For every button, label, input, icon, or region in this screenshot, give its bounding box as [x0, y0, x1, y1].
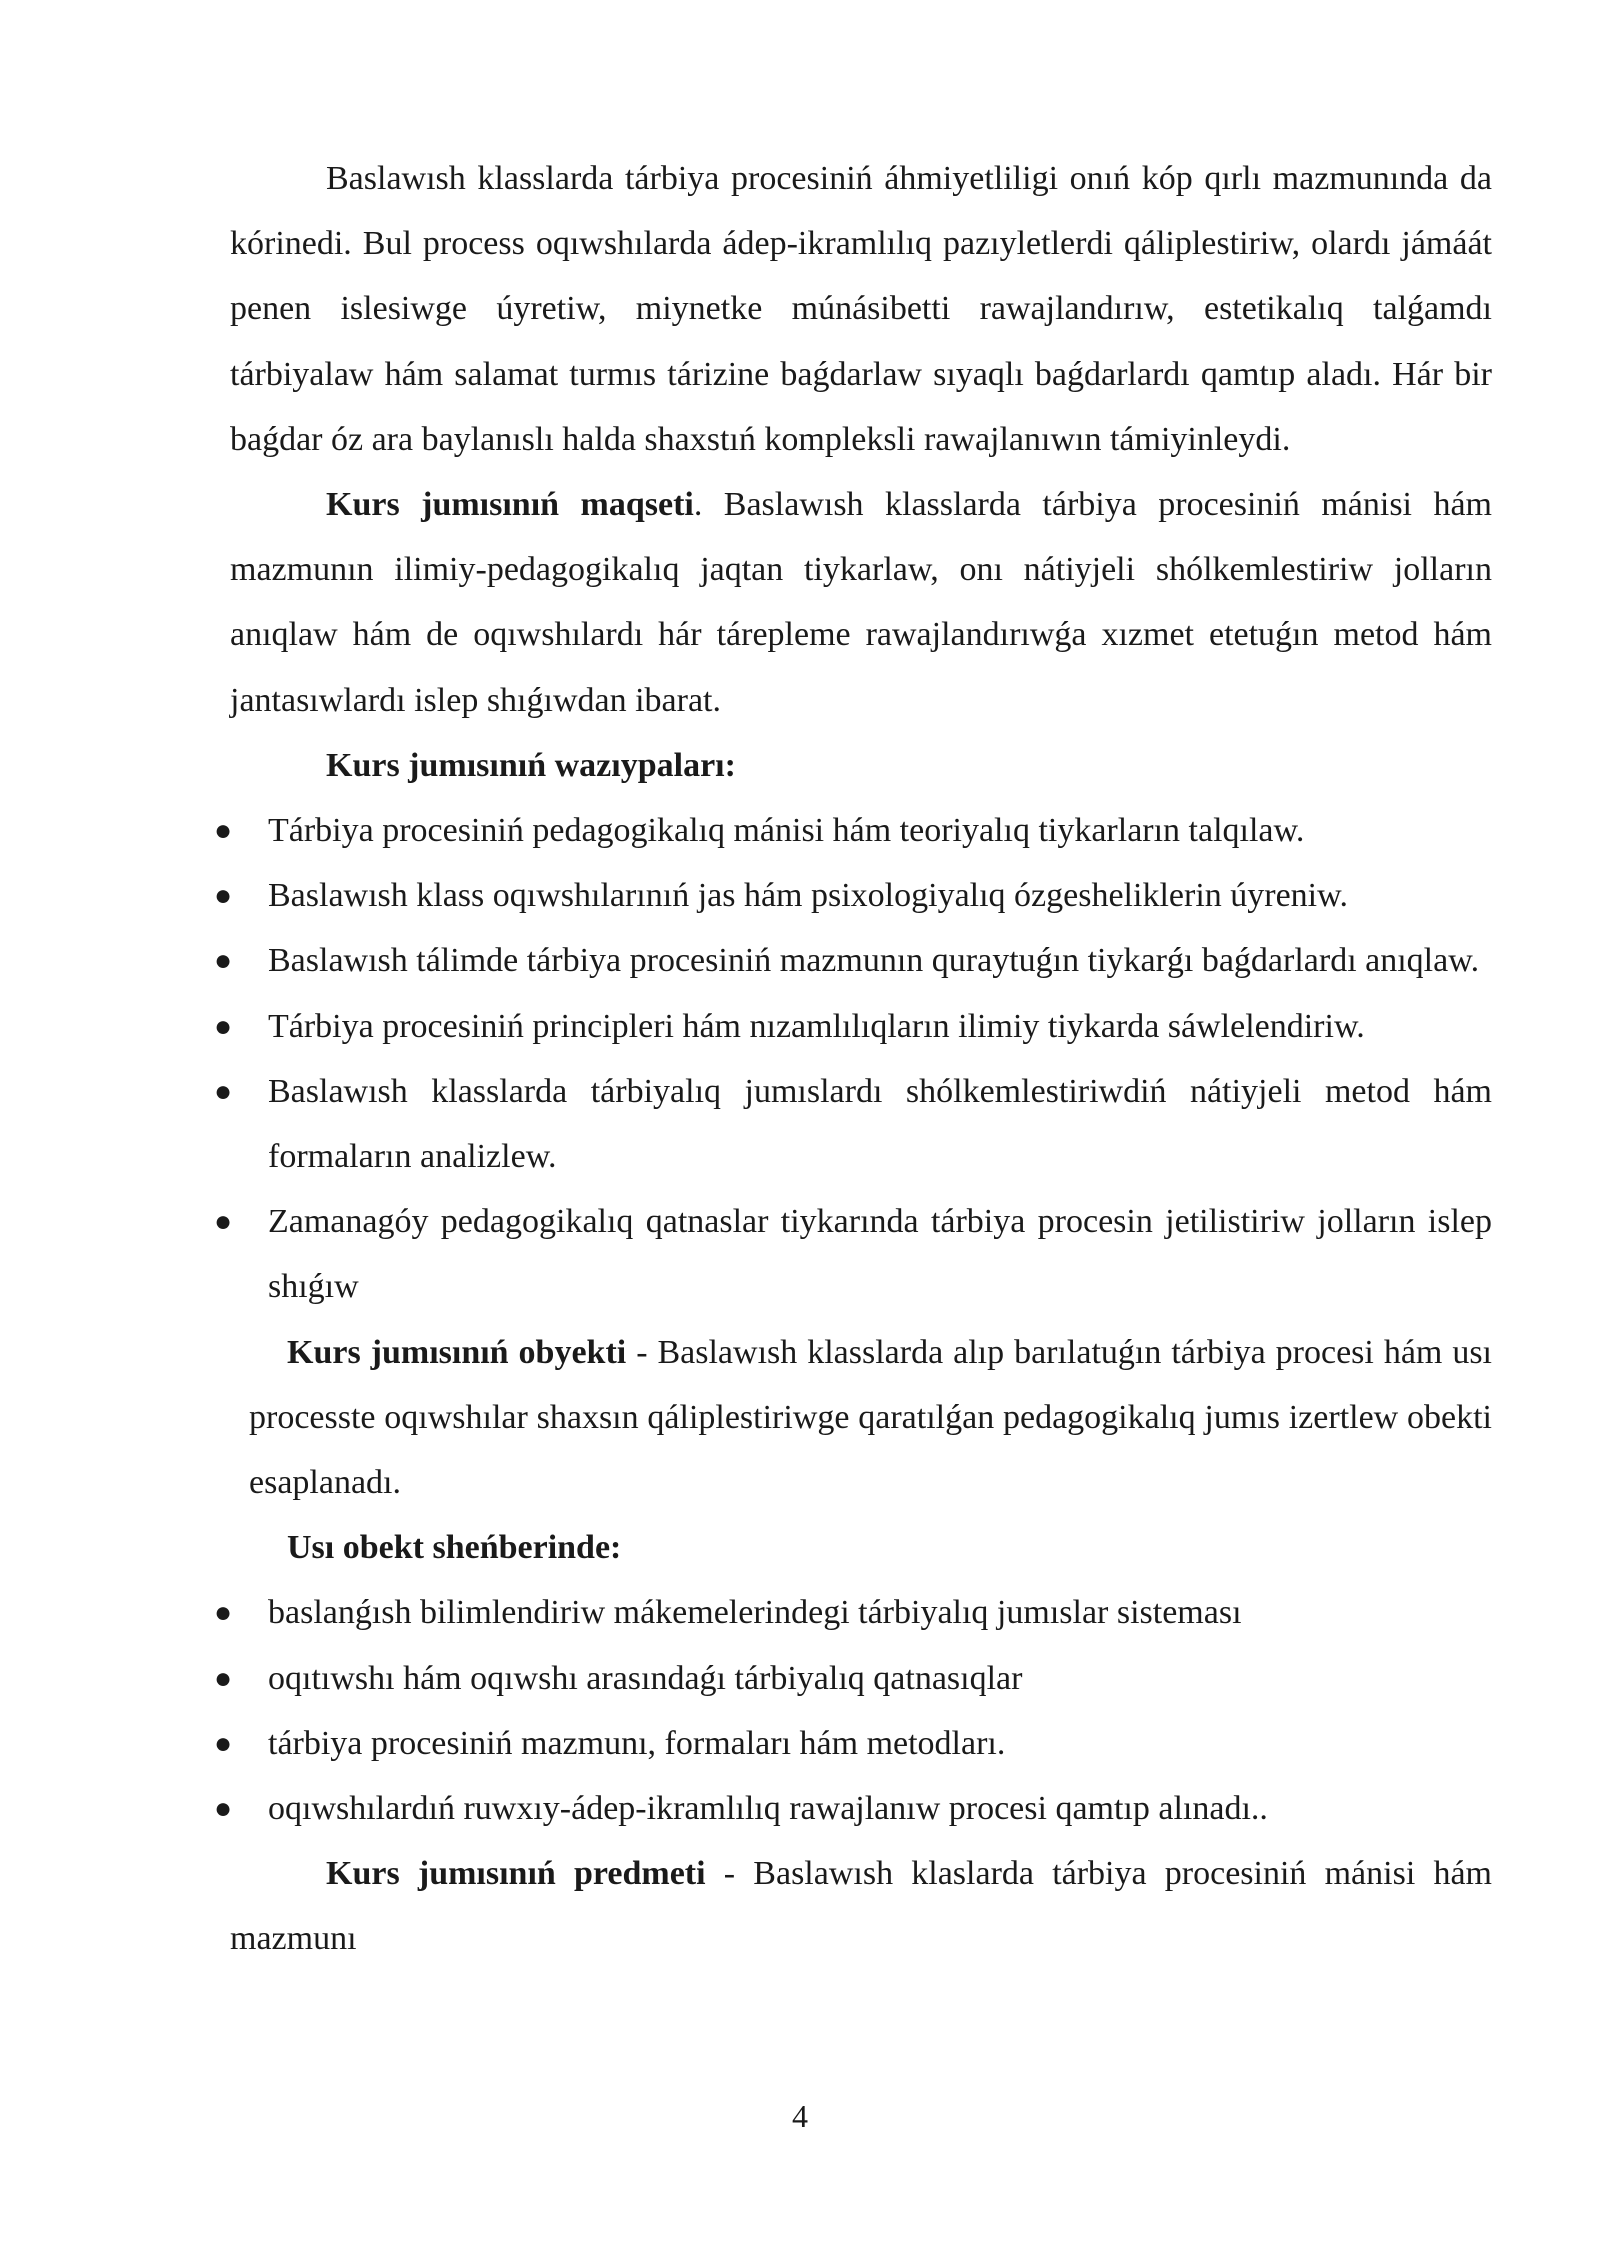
list-item: ● Baslawısh klasslarda tárbiyalıq jumıslardı shólkemlestiriwdiń nátiyjeli metod hám formaların analizlew.: [230, 1059, 1492, 1189]
tasks-list: [214, 798, 1492, 1320]
bullet-icon: ●: [214, 1205, 233, 1239]
subject-paragraph: [230, 1841, 1492, 1971]
goal-text: . Baslawısh klasslarda tárbiya procesiniń mánisi hám mazmunın ilimiy-pedagogikalıq jaqtan tiykarlaw, onı nátiyjeli shólkemlestiriw jolların anıqlaw hám de oqıwshılardı hár tárepleme rawajlandırıwǵa xızmet etetuǵın metod hám jantasıwlardı islep shıǵıwdan ibarat.: [230, 486, 1492, 719]
list-item: ● Tárbiya procesiniń principleri hám nızamlılıqların ilimiy tiykarda sáwlelendiriw.: [230, 994, 1492, 1059]
bullet-icon: ●: [214, 944, 233, 978]
list-item: ● baslanǵısh bilimlendiriw mákemelerindegi tárbiyalıq jumıslar sisteması: [230, 1580, 1492, 1645]
page-body: [214, 146, 1492, 1972]
object-paragraph: [249, 1320, 1492, 1516]
object-label: Kurs jumısınıń obyekti: [287, 1333, 627, 1371]
subject-text: - Baslawısh klaslarda tárbiya procesiniń mánisi hám mazmunı: [230, 1855, 1492, 1958]
bullet-icon: ●: [214, 1596, 233, 1630]
goal-paragraph: [230, 472, 1492, 733]
bullet-icon: ●: [214, 1792, 233, 1826]
list-item: ● oqıwshılardıń ruwxıy-ádep-ikramlılıq rawajlanıw procesi qamtıp alınadı..: [230, 1776, 1492, 1841]
list-item: ● Baslawısh klass oqıwshılarınıń jas hám psixologiyalıq ózgesheliklerin úyreniw.: [230, 863, 1492, 928]
list-item: ● Zamanagóy pedagogikalıq qatnaslar tiykarında tárbiya procesin jetilistiriw jolların islep shıǵıw: [230, 1189, 1492, 1319]
list-item: ● tárbiya procesiniń mazmunı, formaları hám metodları.: [230, 1711, 1492, 1776]
bullet-icon: ●: [214, 1009, 233, 1043]
scope-list: [214, 1580, 1492, 1841]
bullet-icon: ●: [214, 1726, 233, 1760]
bullet-icon: ●: [214, 814, 233, 848]
list-item: ● Baslawısh tálimde tárbiya procesiniń mazmunın quraytuǵın tiykarǵı baǵdarlardı anıqlaw.: [230, 928, 1492, 993]
page-number: 4: [792, 2098, 808, 2134]
bullet-icon: ●: [214, 1074, 233, 1108]
intro-paragraph: Baslawısh klasslarda tárbiya procesiniń áhmiyetliligi onıń kóp qırlı mazmunında da kórinedi. Bul process oqıwshılarda ádep-ikramlılıq pazıyletlerdi qáliplestiriw, olardı jámáát penen islesiwge úyretiw, miynetke múnásibetti rawajlandırıw, estetikalıq talǵamdı tárbiyalaw hám salamat turmıs tárizine baǵdarlaw sıyaqlı baǵdarlardı qamtıp aladı. Hár bir baǵdar óz ara baylanıslı halda shaxstıń kompleksli rawajlanıwın támiyinleydi.: [230, 160, 1492, 458]
list-item: ● Tárbiya procesiniń pedagogikalıq mánisi hám teoriyalıq tiykarların talqılaw.: [230, 798, 1492, 863]
subject-label: Kurs jumısınıń predmeti: [326, 1855, 706, 1893]
scope-heading: Usı obekt sheńberinde:: [287, 1529, 622, 1567]
object-block: [230, 1320, 1492, 1581]
goal-label: Kurs jumısınıń maqseti: [326, 486, 694, 524]
bullet-icon: ●: [214, 1661, 233, 1695]
bullet-icon: ●: [214, 879, 233, 913]
list-item: ● oqıtıwshı hám oqıwshı arasındaǵı tárbiyalıq qatnasıqlar: [230, 1646, 1492, 1711]
object-text: - Baslawısh klasslarda alıp barılatuǵın tárbiya procesi hám usı processte oqıwshılar shaxsın qáliplestiriwge qaratılǵan pedagogikalıq jumıs izertlew obekti esaplanadı.: [249, 1333, 1492, 1502]
tasks-heading: Kurs jumısınıń wazıypaları:: [326, 746, 736, 784]
